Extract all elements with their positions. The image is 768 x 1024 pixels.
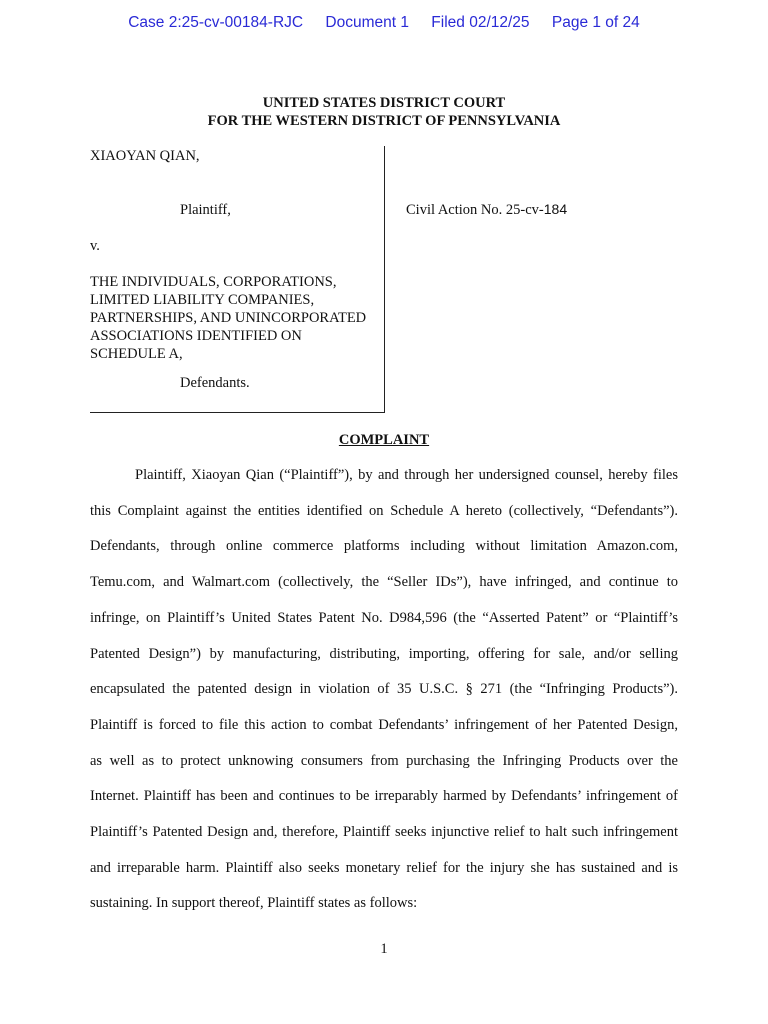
civil-action-case-number: 184: [543, 201, 568, 217]
defendant-line: THE INDIVIDUALS, CORPORATIONS,: [90, 274, 337, 290]
paragraph-line: as well as to protect unknowing consumers from purchasing the Infringing Products over the: [90, 752, 678, 769]
page-count: Page 1 of 24: [551, 14, 640, 31]
document-title: COMPLAINT: [338, 432, 430, 448]
defendant-line: LIMITED LIABILITY COMPANIES,: [90, 292, 315, 308]
paragraph-line: infringe, on Plaintiff’s United States Patent No. D984,596 (the “Asserted Patent” or “Plaintiff’s: [90, 609, 678, 626]
plaintiff-name: XIAOYAN QIAN,: [90, 148, 200, 164]
paragraph-line: this Complaint against the entities identified on Schedule A hereto (collectively, “Defendants”).: [90, 502, 678, 519]
page-number: 1: [380, 941, 388, 957]
paragraph-line: encapsulated the patented design in violation of 35 U.S.C. § 271 (the “Infringing Products”).: [90, 681, 678, 698]
filed-date: Filed 02/12/25: [431, 14, 530, 31]
paragraph-line: Plaintiff is forced to file this action to combat Defendants’ infringement of her Patented Design,: [90, 716, 678, 733]
defendant-line: ASSOCIATIONS IDENTIFIED ON: [90, 328, 302, 344]
defendant-line: PARTNERSHIPS, AND UNINCORPORATED: [90, 310, 367, 326]
plaintiff-role: Plaintiff,: [180, 202, 231, 218]
defendant-role: Defendants.: [180, 375, 250, 391]
document-number: Document 1: [325, 14, 409, 31]
defendant-line: SCHEDULE A,: [90, 346, 183, 362]
filing-header: [0, 14, 768, 32]
paragraph-line: Plaintiff, Xiaoyan Qian (“Plaintiff”), by and through her undersigned counsel, hereby files: [135, 467, 678, 483]
paragraph-line: Defendants, through online commerce platforms including without limitation Amazon.com,: [90, 538, 678, 555]
civil-action-label: Civil Action No. 25-cv-: [406, 202, 544, 218]
complaint-paragraph: [90, 458, 678, 922]
paragraph-line: sustaining. In support thereof, Plaintiff states as follows:: [90, 895, 418, 912]
paragraph-line: Temu.com, and Walmart.com (collectively, the “Seller IDs”), have infringed, and continue to: [90, 574, 678, 591]
court-name: UNITED STATES DISTRICT COURT: [262, 95, 506, 111]
paragraph-line: Plaintiff’s Patented Design and, therefore, Plaintiff seeks injunctive relief to halt such infringement: [90, 824, 678, 841]
versus: v.: [90, 238, 100, 254]
paragraph-line: and irreparable harm. Plaintiff also seeks monetary relief for the injury she has sustained and is: [90, 859, 678, 876]
defendant-names: [90, 273, 366, 363]
court-heading: [0, 94, 768, 130]
paragraph-line: Patented Design”) by manufacturing, distributing, importing, offering for sale, and/or selling: [90, 645, 678, 662]
paragraph-line: Internet. Plaintiff has been and continues to be irreparably harmed by Defendants’ infringement of: [90, 788, 678, 805]
case-caption: [90, 146, 385, 413]
case-number: Case 2:25-cv-00184-RJC: [128, 14, 304, 31]
civil-action-number: [406, 201, 567, 219]
court-district: FOR THE WESTERN DISTRICT OF PENNSYLVANIA: [207, 113, 561, 129]
